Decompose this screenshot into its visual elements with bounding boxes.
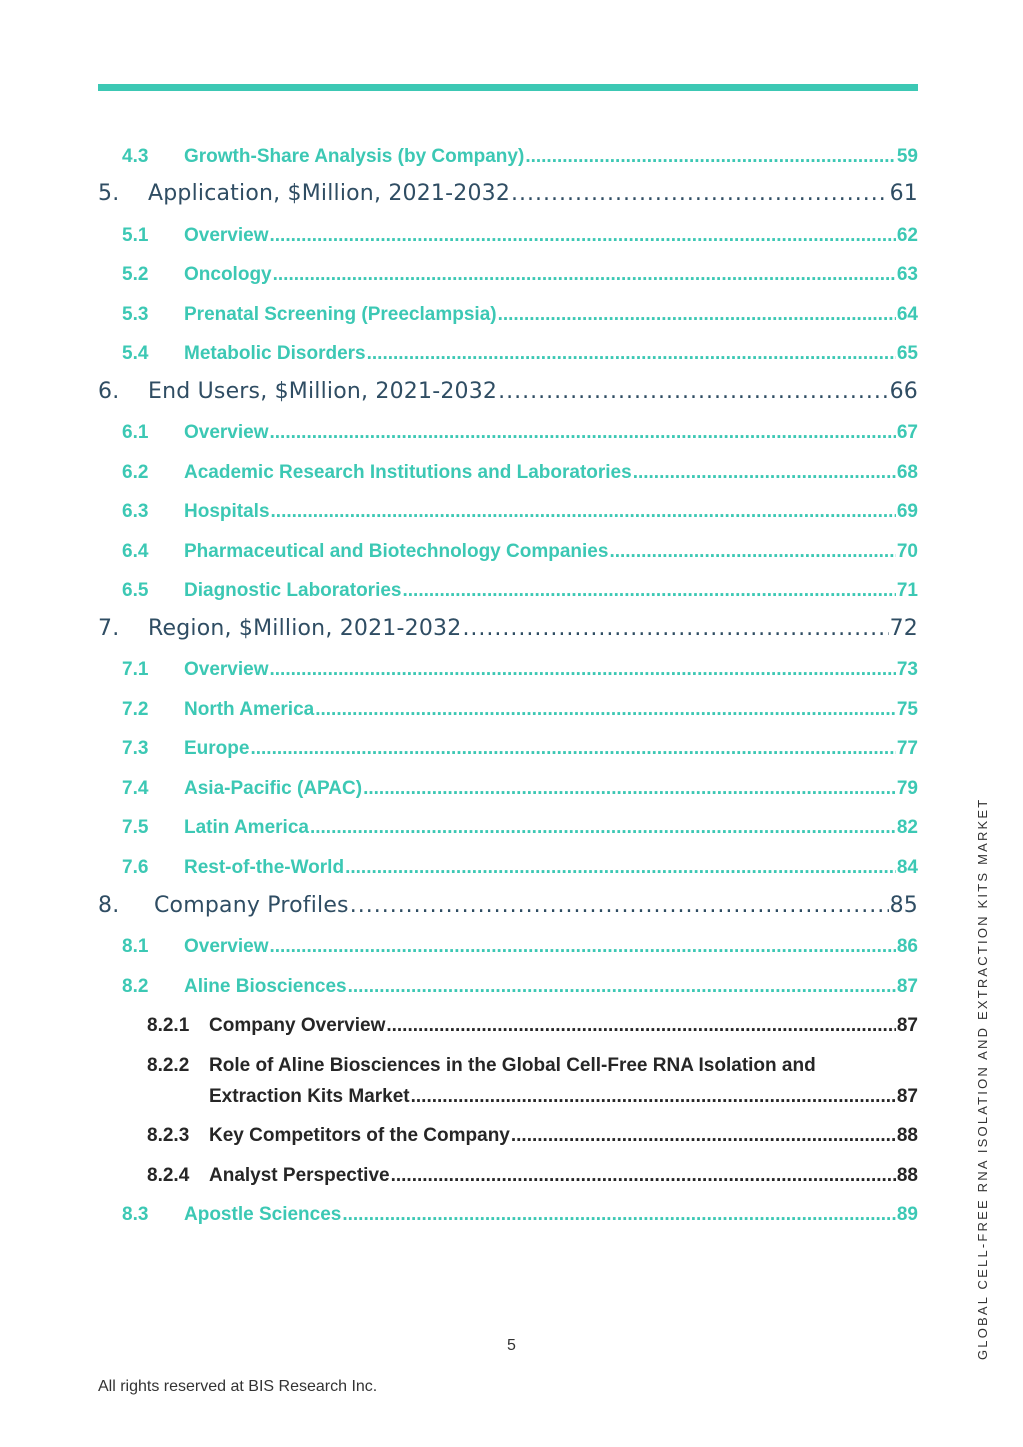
toc-page: 88 xyxy=(896,1165,918,1186)
footer-copyright: All rights reserved at BIS Research Inc. xyxy=(98,1378,378,1395)
toc-title: Key Competitors of the Company xyxy=(209,1125,510,1146)
toc-leader xyxy=(498,379,888,404)
toc-leader xyxy=(391,1165,896,1187)
toc-number: 7.1 xyxy=(122,659,149,680)
toc-number: 8.2.1 xyxy=(147,1015,190,1036)
toc-leader xyxy=(250,738,895,760)
toc-title: Latin America xyxy=(184,817,309,838)
toc-page: 69 xyxy=(896,501,918,522)
toc-title: Region, $Million, 2021-2032 xyxy=(148,616,462,641)
toc-number: 5.3 xyxy=(122,304,149,325)
toc-number: 7. xyxy=(98,616,120,641)
toc-entry-7-5[interactable] xyxy=(122,817,918,841)
toc-page: 67 xyxy=(896,422,918,443)
toc-title: Hospitals xyxy=(184,501,270,522)
toc-title: Pharmaceutical and Biotechnology Companies xyxy=(184,541,609,562)
toc-page: 79 xyxy=(896,778,918,799)
toc-title: Growth-Share Analysis (by Company) xyxy=(184,146,525,167)
toc-page: 88 xyxy=(896,1125,918,1146)
toc-page: 85 xyxy=(889,893,918,918)
toc-title: Academic Research Institutions and Laboratories xyxy=(184,462,632,483)
toc-page: 82 xyxy=(896,817,918,838)
toc-leader xyxy=(315,699,896,721)
toc-entry-8-2-3[interactable] xyxy=(147,1125,918,1149)
toc-page: 71 xyxy=(896,580,918,601)
toc-number: 8.2.2 xyxy=(147,1055,190,1076)
toc-leader xyxy=(403,580,896,602)
toc-page: 62 xyxy=(896,225,918,246)
side-report-title: GLOBAL CELL-FREE RNA ISOLATION AND EXTRACTION KITS MARKET xyxy=(975,797,990,1360)
toc-title: North America xyxy=(184,699,315,720)
toc-entry-4-3[interactable] xyxy=(122,146,918,170)
toc-number: 8.1 xyxy=(122,936,149,957)
toc-number: 8.3 xyxy=(122,1204,149,1225)
toc-number: 7.4 xyxy=(122,778,149,799)
toc-leader xyxy=(525,146,896,168)
toc-number: 6.1 xyxy=(122,422,149,443)
toc-leader xyxy=(348,976,896,998)
toc-entry-8-3[interactable] xyxy=(122,1204,918,1228)
toc-number: 8.2.3 xyxy=(147,1125,190,1146)
toc-title: Application, $Million, 2021-2032 xyxy=(148,181,511,206)
toc-leader xyxy=(270,225,896,247)
toc-title: Overview xyxy=(184,936,269,957)
toc-leader xyxy=(270,936,896,958)
toc-entry-5-2[interactable] xyxy=(122,264,918,288)
toc-number: 5.2 xyxy=(122,264,149,285)
toc-entry-7-4[interactable] xyxy=(122,778,918,802)
toc-leader xyxy=(511,1125,896,1147)
toc-number: 8.2.4 xyxy=(147,1165,190,1186)
toc-title: Aline Biosciences xyxy=(184,976,347,997)
toc-title: Analyst Perspective xyxy=(209,1165,390,1186)
toc-leader xyxy=(386,1015,896,1037)
toc-number: 6. xyxy=(98,379,120,404)
toc-leader xyxy=(345,857,896,879)
toc-entry-7-6[interactable] xyxy=(122,857,918,881)
toc-page: 87 xyxy=(896,1086,918,1107)
toc-page: 65 xyxy=(896,343,918,364)
header-rule xyxy=(98,84,918,91)
toc-leader xyxy=(350,893,889,918)
toc-leader xyxy=(271,501,896,523)
toc-title: Rest-of-the-World xyxy=(184,857,345,878)
toc-entry-8-2-4[interactable] xyxy=(147,1165,918,1189)
toc-entry-7[interactable] xyxy=(98,616,918,646)
toc-number: 6.4 xyxy=(122,541,149,562)
toc-entry-6-5[interactable] xyxy=(122,580,918,604)
toc-entry-6-1[interactable] xyxy=(122,422,918,446)
toc-entry-8-2-1[interactable] xyxy=(147,1015,918,1039)
toc-title: Apostle Sciences xyxy=(184,1204,342,1225)
toc-leader xyxy=(273,264,896,286)
toc-entry-5-4[interactable] xyxy=(122,343,918,367)
toc-title: Overview xyxy=(184,225,269,246)
toc-leader xyxy=(633,462,896,484)
toc-page: 63 xyxy=(896,264,918,285)
toc-entry-7-3[interactable] xyxy=(122,738,918,762)
toc-title: Role of Aline Biosciences in the Global Cell-Free RNA Isolation and xyxy=(209,1055,816,1076)
toc-number: 6.5 xyxy=(122,580,149,601)
toc-title: Prenatal Screening (Preeclampsia) xyxy=(184,304,497,325)
toc-title: Metabolic Disorders xyxy=(184,343,366,364)
toc-page: 66 xyxy=(889,379,918,404)
toc-leader xyxy=(462,616,888,641)
toc-leader xyxy=(310,817,896,839)
toc-page: 84 xyxy=(896,857,918,878)
toc-title: Company Overview xyxy=(209,1015,386,1036)
toc-title-continued: Extraction Kits Market xyxy=(209,1086,410,1107)
toc-title: Overview xyxy=(184,422,269,443)
toc-page: 87 xyxy=(896,1015,918,1036)
toc-leader xyxy=(270,659,896,681)
toc-number: 5.1 xyxy=(122,225,149,246)
toc-entry-6-3[interactable] xyxy=(122,501,918,525)
toc-number: 7.2 xyxy=(122,699,149,720)
toc-page: 77 xyxy=(896,738,918,759)
toc-entry-8-2[interactable] xyxy=(122,976,918,1000)
toc-number: 5.4 xyxy=(122,343,149,364)
toc-page: 59 xyxy=(896,146,918,167)
toc-page: 86 xyxy=(896,936,918,957)
toc-number: 6.3 xyxy=(122,501,149,522)
toc-entry-6-4[interactable] xyxy=(122,541,918,565)
toc-title: Company Profiles xyxy=(154,893,349,918)
toc-title: Oncology xyxy=(184,264,272,285)
toc-entry-6[interactable] xyxy=(98,379,918,409)
toc-entry-8-1[interactable] xyxy=(122,936,918,960)
toc-number: 8.2 xyxy=(122,976,149,997)
toc-leader xyxy=(498,304,896,326)
toc-number: 6.2 xyxy=(122,462,149,483)
toc-leader xyxy=(411,1086,896,1108)
toc-page: 87 xyxy=(896,976,918,997)
toc-page: 64 xyxy=(896,304,918,325)
toc-entry-6-2[interactable] xyxy=(122,462,918,486)
toc-entry-8[interactable] xyxy=(98,893,918,923)
toc-entry-7-2[interactable] xyxy=(122,699,918,723)
toc-entry-5[interactable] xyxy=(98,181,918,211)
toc-page: 73 xyxy=(896,659,918,680)
toc-entry-5-3[interactable] xyxy=(122,304,918,328)
toc-leader xyxy=(270,422,896,444)
toc-page: 68 xyxy=(896,462,918,483)
page-number: 5 xyxy=(507,1337,516,1354)
toc-page: 89 xyxy=(896,1204,918,1225)
toc-title: Diagnostic Laboratories xyxy=(184,580,402,601)
toc-page: 75 xyxy=(896,699,918,720)
toc-number: 4.3 xyxy=(122,146,149,167)
toc-page: 72 xyxy=(889,616,918,641)
toc-entry-8-2-2[interactable] xyxy=(147,1055,918,1079)
toc-leader xyxy=(609,541,895,563)
toc-title: Europe xyxy=(184,738,250,759)
toc-number: 7.3 xyxy=(122,738,149,759)
toc-leader xyxy=(511,181,889,206)
toc-entry-5-1[interactable] xyxy=(122,225,918,249)
toc-leader xyxy=(367,343,896,365)
toc-title: Overview xyxy=(184,659,269,680)
toc-number: 8. xyxy=(98,893,120,918)
toc-entry-8-2-2-continued[interactable] xyxy=(209,1086,918,1110)
toc-page: 61 xyxy=(889,181,918,206)
toc-leader xyxy=(342,1204,896,1226)
toc-number: 7.5 xyxy=(122,817,149,838)
toc-title: Asia-Pacific (APAC) xyxy=(184,778,363,799)
toc-title: End Users, $Million, 2021-2032 xyxy=(148,379,498,404)
toc-page: 70 xyxy=(896,541,918,562)
toc-number: 7.6 xyxy=(122,857,149,878)
toc-entry-7-1[interactable] xyxy=(122,659,918,683)
toc-leader xyxy=(363,778,896,800)
toc-number: 5. xyxy=(98,181,120,206)
